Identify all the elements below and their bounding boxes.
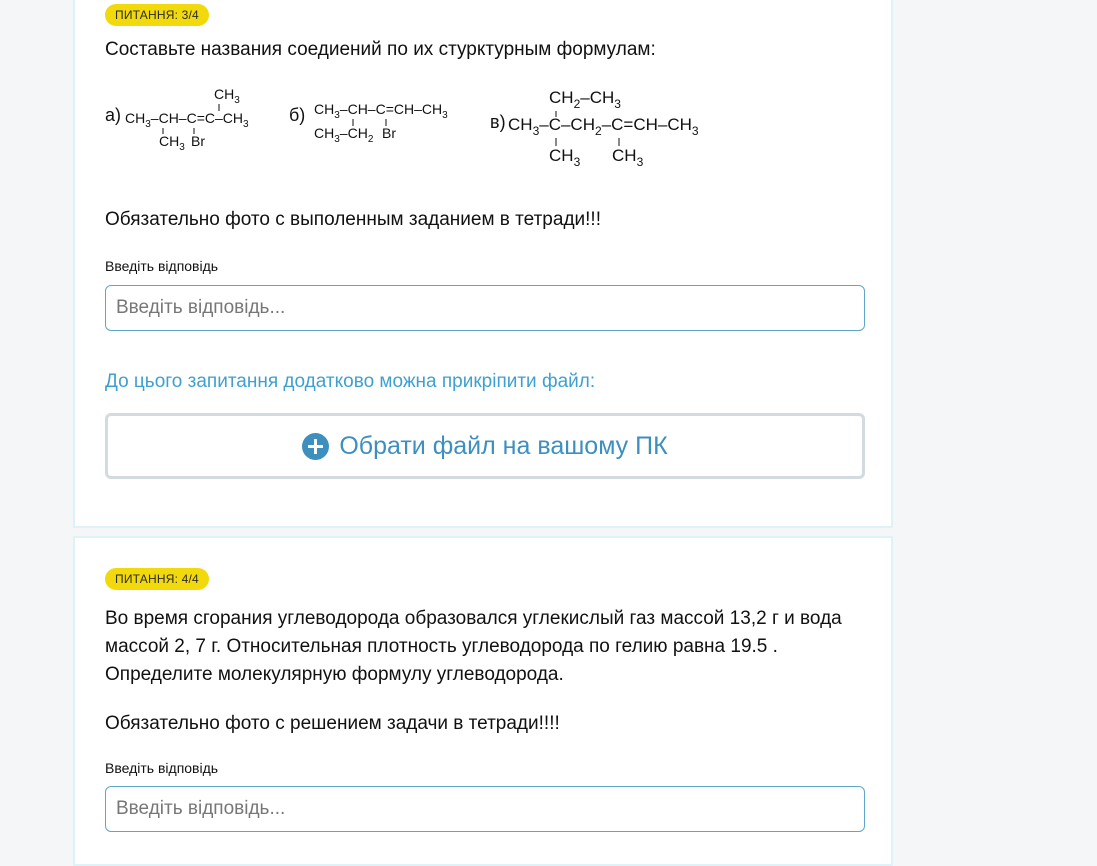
formula-c-bottom-group-1: $CH_3$	[549, 146, 581, 169]
formula-a-bottom-group-1: $CH_3$	[159, 133, 185, 153]
attach-file-note: До цього запитання додатково можна прикріпити файл:	[105, 371, 596, 392]
question-text: Составьте названия соедиений по их стурктурным формулам:	[105, 39, 656, 60]
plus-circle-icon	[302, 433, 329, 460]
formula-b-main-chain: $CH_3-CH-C=CH-CH_3$	[314, 101, 448, 121]
formula-b-bottom-chain: $CH_3-CH_2$	[314, 125, 374, 145]
formula-b-bottom-group-2: Br	[382, 125, 396, 141]
question-card-4	[73, 536, 893, 866]
choose-file-button[interactable]	[105, 413, 865, 479]
formula-a-top-group: $CH_3$	[214, 86, 240, 106]
formula-c-top-group: $CH_2-CH_3$	[549, 88, 621, 111]
question-note: Обязательно фото с решением задачи в тетради!!!!	[105, 713, 560, 734]
structural-formula-c	[488, 86, 728, 182]
formula-a-bottom-group-2: Br	[191, 133, 205, 149]
formula-b-label: б)	[289, 105, 306, 125]
formula-a-label: а)	[105, 105, 122, 125]
answer-label: Введіть відповідь	[105, 760, 219, 776]
question-badge: ПИТАННЯ: 4/4	[105, 568, 209, 590]
question-badge: ПИТАННЯ: 3/4	[105, 4, 209, 26]
structural-formula-b	[287, 86, 467, 166]
formula-a-main-chain: $CH_3-CH-C=C-CH_3$	[125, 110, 249, 130]
answer-input[interactable]	[105, 786, 865, 832]
formula-c-bottom-group-2: $CH_3$	[612, 146, 644, 169]
answer-label: Введіть відповідь	[105, 258, 219, 274]
question-card-3	[73, 0, 893, 528]
answer-input[interactable]	[105, 285, 865, 331]
structural-formula-a	[103, 86, 263, 176]
question-text: Во время сгорания углеводорода образовался углекислый газ массой 13,2 г и вода массой 2, 7 г. Относительная плотность углеводорода по гелию равна 19.5 . Определите молекулярную формулу углеводорода.	[105, 608, 842, 685]
formula-c-main-chain: $CH_3-C-CH_2-C=CH-CH_3$	[508, 115, 699, 138]
question-note: Обязательно фото с выполенным заданием в тетради!!!	[105, 209, 601, 230]
choose-file-label: Обрати файл на вашому ПК	[339, 431, 668, 460]
formula-c-label: в)	[490, 112, 506, 132]
